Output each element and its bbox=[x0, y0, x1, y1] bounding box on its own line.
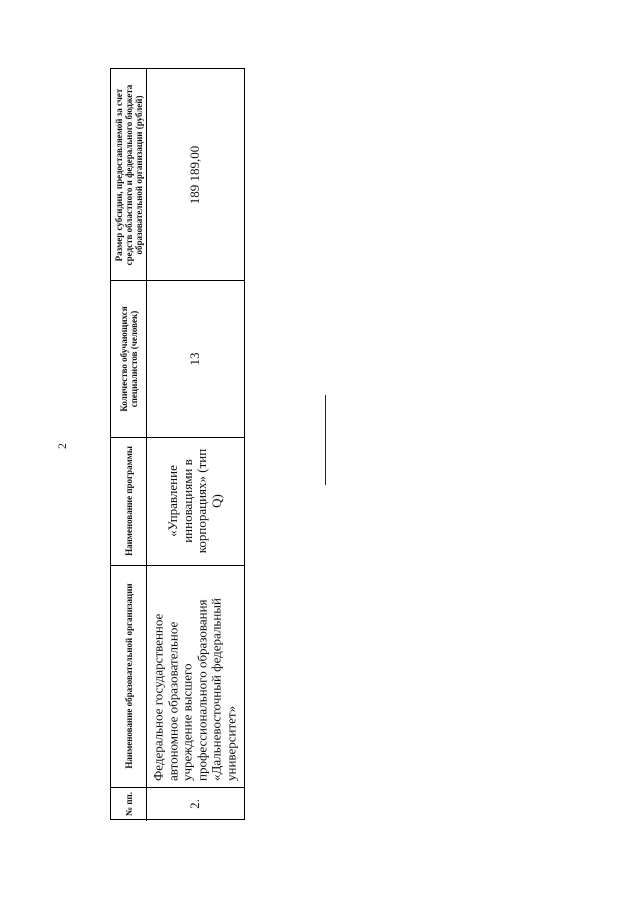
column-row-number bbox=[111, 787, 244, 821]
value-count-text: 13 bbox=[186, 352, 202, 365]
value-program-text: «Управление инновациями в корпорациях» (тип Q) bbox=[165, 448, 224, 554]
header-program-text: Наименование программы bbox=[123, 446, 134, 556]
header-count-text: Количество обучающихся специалистов (человек) bbox=[118, 305, 139, 412]
value-cell-subsidy bbox=[146, 69, 244, 280]
column-student-count bbox=[111, 280, 244, 438]
value-cell-number bbox=[146, 787, 244, 821]
value-number-text: 2. bbox=[186, 799, 202, 809]
column-subsidy-amount bbox=[111, 69, 244, 281]
header-cell-program bbox=[111, 437, 147, 565]
column-program-name bbox=[111, 437, 244, 566]
separator-line bbox=[325, 395, 326, 485]
value-subsidy-text: 189 189,00 bbox=[186, 145, 202, 204]
header-subsidy-text: Размер субсидии, предоставляемой за счет средств областного и федерального бюджета образовательной организации (рублей) bbox=[113, 84, 144, 265]
data-table bbox=[110, 68, 245, 820]
page-number: 2 bbox=[55, 443, 69, 449]
header-number-text: № пп. bbox=[123, 792, 134, 816]
value-organization-text: Федеральное государственное автономное образовательное учреждение высшего профессионального образования «Дальневосточный федеральный университет» bbox=[150, 597, 238, 781]
value-cell-count bbox=[146, 280, 244, 437]
header-cell-organization bbox=[111, 565, 147, 787]
value-cell-organization bbox=[146, 565, 244, 787]
header-cell-subsidy bbox=[111, 69, 147, 280]
header-organization-text: Наименование образовательной организации bbox=[123, 583, 134, 769]
column-organization-name bbox=[111, 565, 244, 788]
header-cell-count bbox=[111, 280, 147, 437]
value-cell-program bbox=[146, 437, 244, 565]
header-cell-number bbox=[111, 787, 147, 821]
